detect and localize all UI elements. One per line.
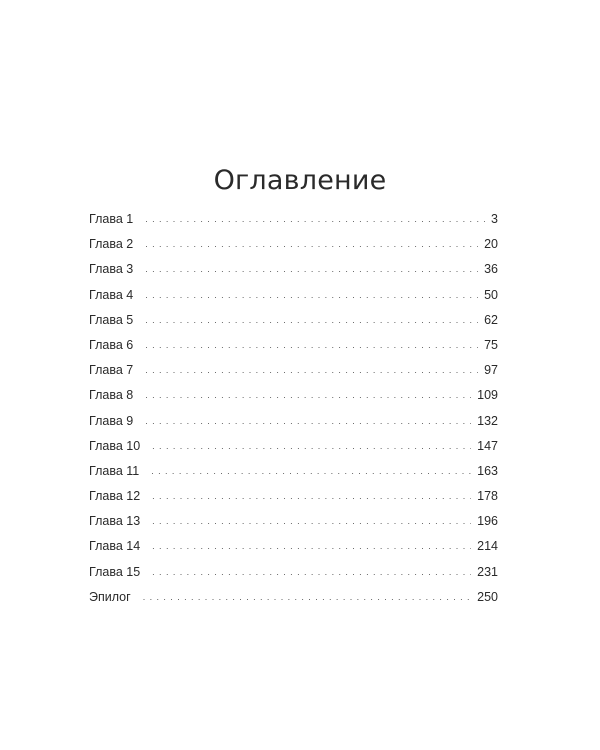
toc-entry-label: Глава 1 — [89, 212, 134, 226]
toc-entry[interactable] — [89, 461, 498, 486]
toc-entry-page: 20 — [484, 237, 498, 252]
toc-entry-label: Глава 6 — [89, 337, 134, 352]
toc-entry[interactable] — [89, 385, 498, 410]
toc-entry[interactable] — [89, 360, 498, 385]
toc-entry-page: 62 — [484, 312, 498, 327]
toc-entry-label: Глава 7 — [89, 363, 134, 378]
toc-entry[interactable] — [89, 486, 498, 511]
toc-entry-page: 163 — [477, 463, 498, 478]
toc-entry-label: Глава 2 — [89, 237, 134, 252]
toc-entry-page: 250 — [477, 589, 498, 604]
toc-entry[interactable] — [89, 285, 498, 310]
toc-entry-page: 231 — [477, 564, 498, 579]
toc-entry-label: Глава 15 — [89, 564, 141, 579]
toc-entry[interactable] — [89, 335, 498, 360]
toc-entry-label: Глава 4 — [89, 287, 134, 302]
toc-entry[interactable] — [89, 411, 498, 436]
toc-entry-page: 109 — [477, 388, 498, 403]
dot-leader — [151, 461, 471, 481]
toc-entry-label: Глава 14 — [89, 539, 141, 554]
dot-leader — [145, 285, 478, 305]
dot-leader — [143, 587, 471, 607]
toc-entry-label: Эпилог — [89, 589, 131, 604]
toc-entry[interactable] — [89, 310, 498, 335]
toc-entry[interactable] — [89, 209, 498, 234]
dot-leader — [152, 511, 471, 531]
toc-entry[interactable] — [89, 511, 498, 536]
toc-entry-page: 178 — [477, 489, 498, 504]
toc-entry[interactable] — [89, 234, 498, 259]
dot-leader — [145, 259, 478, 279]
toc-entry[interactable] — [89, 436, 498, 461]
toc-entry[interactable] — [89, 536, 498, 561]
dot-leader — [145, 234, 478, 254]
toc-entry-page: 3 — [491, 212, 498, 226]
dot-leader — [145, 385, 471, 405]
toc-entry-label: Глава 11 — [89, 463, 140, 478]
toc-entry-page: 50 — [484, 287, 498, 302]
toc-entry-label: Глава 3 — [89, 262, 134, 277]
toc-entry[interactable] — [89, 562, 498, 587]
toc-entry-page: 97 — [484, 363, 498, 378]
toc-entry-page: 147 — [477, 438, 498, 453]
dot-leader — [152, 486, 471, 506]
dot-leader — [145, 411, 471, 431]
dot-leader — [152, 562, 471, 582]
toc-entry-page: 214 — [477, 539, 498, 554]
toc-entry-label: Глава 13 — [89, 514, 141, 529]
toc-entry-label: Глава 10 — [89, 438, 141, 453]
toc-entry[interactable] — [89, 587, 498, 612]
dot-leader — [145, 360, 478, 380]
toc-entry-page: 36 — [484, 262, 498, 277]
toc-entry-label: Глава 8 — [89, 388, 134, 403]
toc-entry-label: Глава 12 — [89, 489, 141, 504]
table-of-contents — [89, 209, 498, 612]
toc-entry-label: Глава 9 — [89, 413, 134, 428]
dot-leader — [152, 536, 471, 556]
dot-leader — [145, 310, 478, 330]
toc-entry-page: 132 — [477, 413, 498, 428]
dot-leader — [152, 436, 471, 456]
dot-leader — [145, 335, 478, 355]
page-title: Оглавление — [213, 165, 387, 196]
toc-entry-page: 75 — [484, 337, 498, 352]
toc-entry-label: Глава 5 — [89, 312, 134, 327]
toc-entry[interactable] — [89, 259, 498, 284]
toc-entry-page: 196 — [477, 514, 498, 529]
dot-leader — [145, 209, 485, 229]
